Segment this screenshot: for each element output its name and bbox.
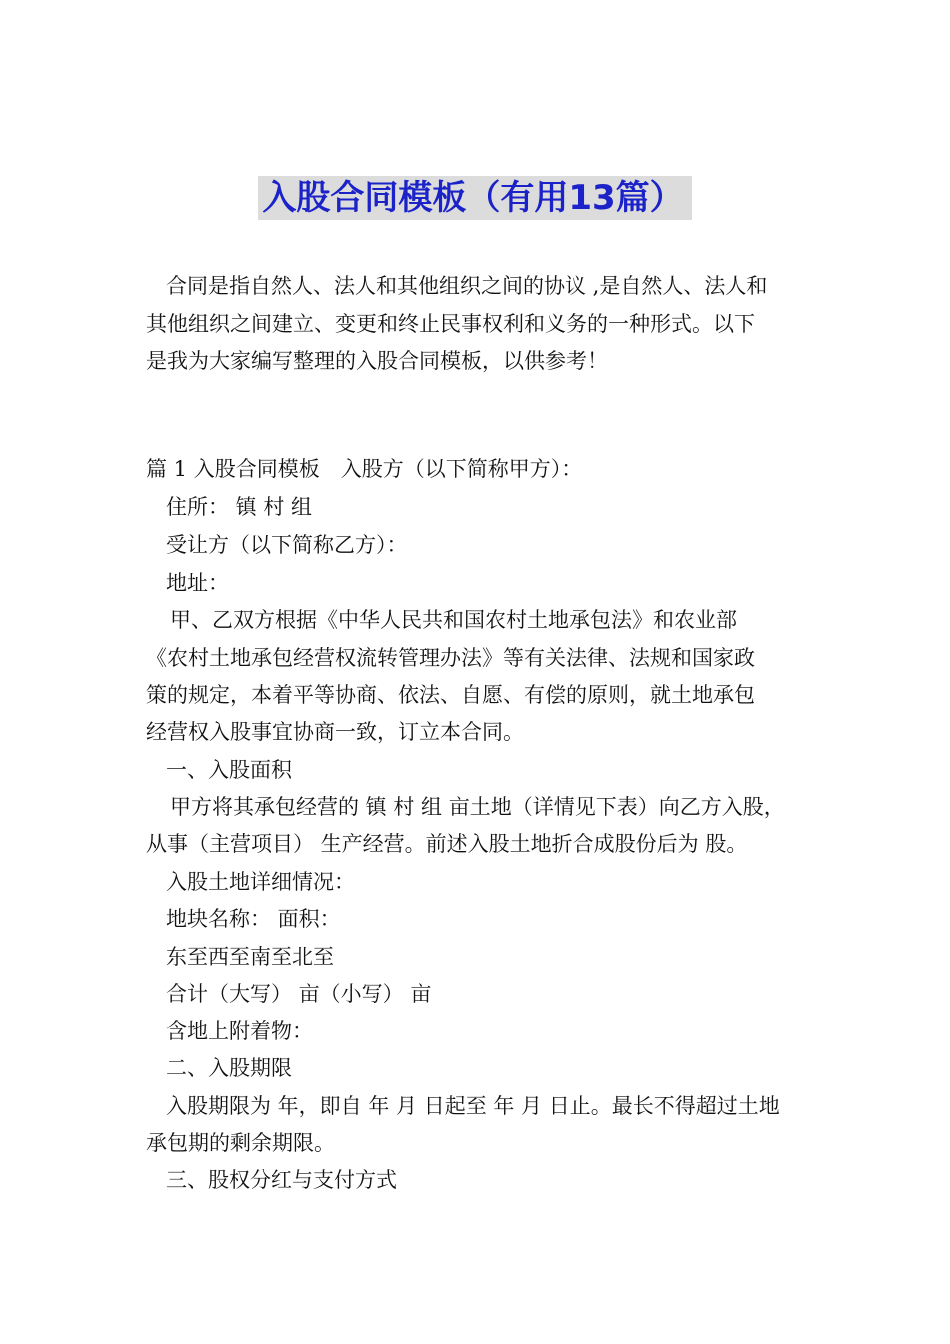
clause-heading: 三、股权分红与支付方式 [166, 1168, 397, 1192]
intro-line: 其他组织之间建立、变更和终止民事权利和义务的一种形式。以下 [146, 312, 755, 336]
body-line: 《农村土地承包经营权流转管理办法》等有关法律、法规和国家政 [146, 646, 755, 670]
body-line: 甲方将其承包经营的 镇 村 组 亩土地（详情见下表）向乙方入股， [170, 795, 785, 819]
body-line: 入股土地详细情况： [166, 870, 355, 894]
title-container [0, 176, 950, 220]
body-line: 甲、乙双方根据《中华人民共和国农村土地承包法》和农业部 [170, 608, 737, 632]
body-line: 地址： [166, 571, 229, 595]
body-line: 住所： 镇 村 组 [166, 495, 313, 519]
body-line: 地块名称： 面积： [166, 907, 341, 931]
body-line: 策的规定，本着平等协商、依法、自愿、有偿的原则，就土地承包 [146, 683, 755, 707]
intro-line: 合同是指自然人、法人和其他组织之间的协议 ,是自然人、法人和 [166, 274, 768, 298]
clause-heading: 一、入股面积 [166, 758, 292, 782]
body-line: 合计（大写） 亩（小写） 亩 [166, 982, 432, 1006]
section-heading-line: 篇 1 入股合同模板 入股方（以下简称甲方）： [146, 457, 583, 481]
body-line: 受让方（以下简称乙方）： [166, 533, 408, 557]
intro-line: 是我为大家编写整理的入股合同模板，以供参考！ [146, 349, 608, 373]
body-line: 含地上附着物： [166, 1019, 313, 1043]
body-line: 从事（主营项目） 生产经营。前述入股土地折合成股份后为 股。 [146, 832, 748, 856]
body-line: 经营权入股事宜协商一致，订立本合同。 [146, 720, 524, 744]
clause-heading: 二、入股期限 [166, 1056, 292, 1080]
document-title: 入股合同模板（有用13篇） [258, 176, 691, 220]
body-line: 承包期的剩余期限。 [146, 1131, 335, 1155]
body-line: 入股期限为 年，即自 年 月 日起至 年 月 日止。最长不得超过土地 [166, 1094, 780, 1118]
body-line: 东至西至南至北至 [166, 945, 334, 969]
